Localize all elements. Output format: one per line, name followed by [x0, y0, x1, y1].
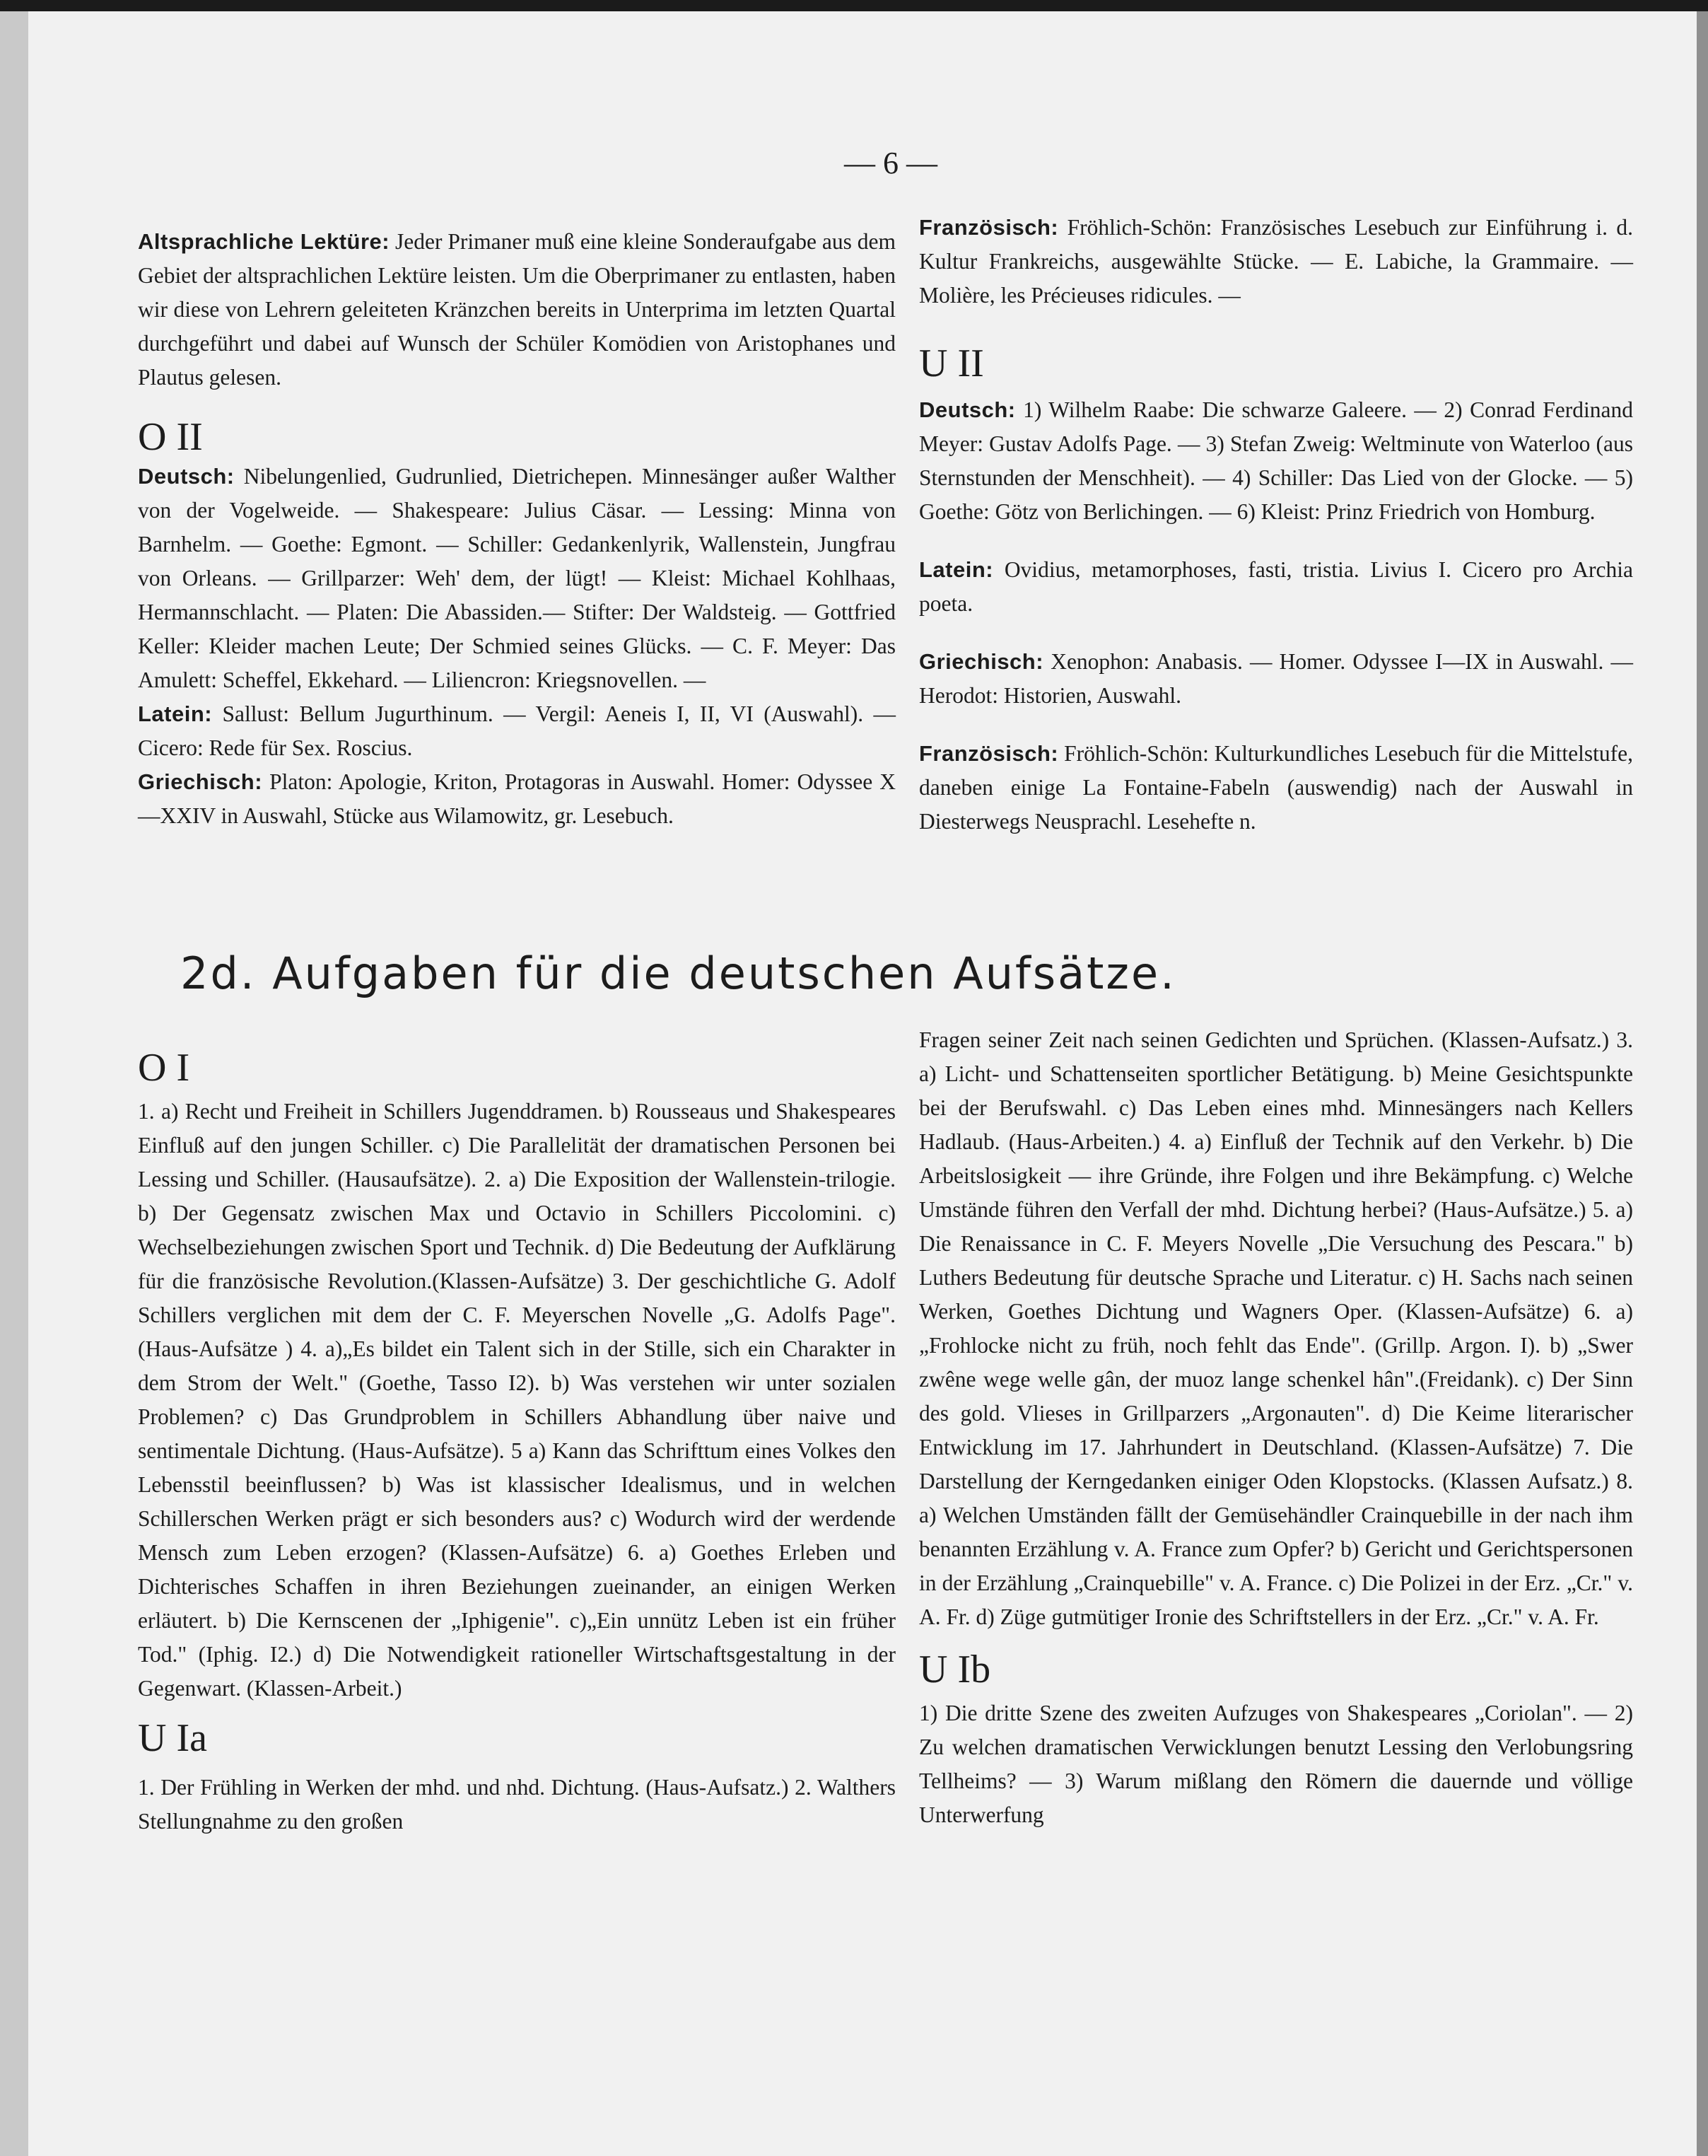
oi-text: 1. a) Recht und Freiheit in Schillers Jugenddramen. b) Rousseaus und Shakespeares Einfluß auf den jungen Schiller. c) Die Parallelität der dramatischen Personen bei Lessing und Schiller. (Hausaufsätze). 2. a) Die Exposition der Wallenstein-trilogie. b) Der Gegensatz zwischen Max und Octavio in Schillers Piccolomini. c) Wechselbeziehungen zwischen Sport und Technik. d) Die Bedeutung der Aufklärung für die französische Revolution.(Klassen-Aufsätze) 3. Der geschichtliche G. Adolf Schillers verglichen mit dem der C. F. Meyerschen Novelle „G. Adolfs Page". (Haus-Aufsätze ) 4. a)„Es bildet ein Talent sich in der Stille, sich ein Charakter in dem Strom der Welt." (Goethe, Tasso I2). b) Was verstehen wir unter sozialen Problemen? c) Das Grundproblem in Schillers Abhandlung über naive und sentimentale Dichtung. (Haus-Aufsätze). 5 a) Kann das Schrifttum eines Volkes den Lebensstil beeinflussen? b) Was ist klassischer Idealismus, und in welchen Schillerschen Werken prägt er sich besonders aus? c) Wodurch wird der werdende Mensch zum Leben erzogen? (Klassen-Aufsätze) 6. a) Goethes Erleben und Dichterisches Schaffen in ihren Beziehungen zueinander, an einigen Werken erläutert. b) Die Kernscenen der „Iphigenie". c)„Ein unnütz Leben ist ein früher Tod." (Iphig. I2.) d) Die Notwendigkeit rationeller Wirtschaftsgestaltung in der Gegenwart. (Klassen-Arbeit.) — [138, 1099, 896, 1701]
uii-franz-label: Französisch: — [919, 741, 1059, 766]
uia-continued-text: Fragen seiner Zeit nach seinen Gedichten und Sprüchen. (Klassen-Aufsatz.) 3. a) Licht- und Schattenseiten sportlicher Betätigung. b) Meine Gesichtspunkte bei der Berufswahl. c) Das Leben eines mhd. Minnesängers nach Kellers Hadlaub. (Haus-Arbeiten.) 4. a) Einfluß der Technik auf den Verkehr. b) Die Arbeitslosigkeit — ihre Gründe, ihre Folgen und ihre Bekämpfung. c) Welche Umstände führen den Verfall der mhd. Dichtung herbei? (Haus-Aufsätze.) 5. a) Die Renaissance in C. F. Meyers Novelle „Die Versuchung des Pescara." b) Luthers Bedeutung für deutsche Sprache und Literatur. c) H. Sachs nach seinen Werken, Goethes Dichtung und Wagners Oper. (Klassen-Aufsätze) 6. a) „Frohlocke nicht zu früh, noch fehlt das Ende". (Grillp. Argon. I). b) „Swer zwêne wege welle gân, der muoz lange schenkel hân".(Freidank). c) Der Sinn des gold. Vlieses in Grillparzers „Argonauten". d) Die Keime literarischer Entwicklung im 17. Jahrhundert in Deutschland. (Klassen-Aufsätze) 7. Die Darstellung der Kerngedanken einiger Oden Klopstocks. (Klassen Aufsatz.) 8. a) Welchen Umständen fällt der Gemüsehändler Crainquebille in der nach ihm benannten Erzählung v. A. France zum Opfer? b) Gericht und Gerichtspersonen in der Erzählung „Crainquebille" v. A. France. c) Die Polizei in der Erz. „Cr." v. A. Fr. d) Züge gutmütiger Ironie des Schriftstellers in der Erz. „Cr." v. A. Fr. — [919, 1027, 1633, 1629]
uii-griechisch-label: Griechisch: — [919, 649, 1044, 674]
oii-griechisch-paragraph — [138, 765, 896, 833]
upper-right-column — [919, 211, 1633, 839]
section-title: 2d. Aufgaben für die deutschen Aufsätze. — [180, 948, 1176, 999]
uii-deutsch-text: 1) Wilhelm Raabe: Die schwarze Galeere. — 2) Conrad Ferdinand Meyer: Gustav Adolfs Page. — 3) Stefan Zweig: Weltminute von Waterloo (aus Sternstunden der Menschheit). — 4) Schiller: Das Lied von der Glocke. — 5) Goethe: Götz von Berlichingen. — 6) Kleist: Prinz Friedrich von Homburg. — [919, 397, 1633, 524]
upper-left-column — [138, 225, 896, 833]
oi-heading: O I — [138, 1046, 190, 1090]
altsprachliche-lektuere-text: Jeder Primaner muß eine kleine Sonderaufgabe aus dem Gebiet der altsprachlichen Lektüre leisten. Um die Oberprimaner zu entlasten, haben wir diese von Lehrern geleiteten Kränzchen bereits in Unterprima im letzten Quartal durchgeführt und dabei auf Wunsch der Schüler Komödien von Aristophanes und Plautus gelesen. — [138, 229, 896, 390]
oii-griechisch-label: Griechisch: — [138, 769, 263, 794]
lower-left-column — [138, 1045, 896, 1839]
uii-latein-text: Ovidius, metamorphoses, fasti, tristia. Livius I. Cicero pro Archia poeta. — [919, 557, 1633, 616]
oii-deutsch-text: Nibelungenlied, Gudrunlied, Dietrichepen. Minnesänger außer Walther von der Vogelweide. — Shakespeare: Julius Cäsar. — Lessing: Minna von Barnhelm. — Goethe: Egmont. — Schiller: Gedankenlyrik, Wallenstein, Jungfrau von Orleans. — Grillparzer: Weh' dem, der lügt! — Kleist: Michael Kohlhaas, Hermannschlacht. — Platen: Die Abassiden.— Stifter: Der Waldsteig. — Gottfried Keller: Kleider machen Leute; Der Schmied seines Glücks. — C. F. Meyer: Das Amulett: Scheffel, Ekkehard. — Liliencron: Kriegsnovellen. — — [138, 464, 896, 692]
uii-latein-label: Latein: — [919, 557, 994, 582]
franz-lektuere-text: Fröhlich-Schön: Französisches Lesebuch zur Einführung i. d. Kultur Frankreichs, ausgewählte Stücke. — E. Labiche, la Grammaire. — Molière, les Précieuses ridicules. — — [919, 215, 1633, 308]
uib-heading: U Ib — [919, 1648, 991, 1691]
uii-griechisch-paragraph — [919, 645, 1633, 713]
uii-heading: U II — [919, 342, 984, 385]
page-number: — 6 — — [844, 146, 937, 180]
lower-right-column — [919, 1023, 1633, 1832]
franz-lektuere-label: Französisch: — [919, 215, 1059, 240]
uib-text: 1) Die dritte Szene des zweiten Aufzuges von Shakespeares „Coriolan". — 2) Zu welchen dramatischen Verwicklungen benutzt Lessing den Verlobungsring Tellheims? — 3) Warum mißlang den Römern die dauernde und völlige Unterwerfung — [919, 1701, 1633, 1827]
oii-griechisch-text: Platon: Apologie, Kriton, Protagoras in Auswahl. Homer: Odyssee X—XXIV in Auswahl, Stücke aus Wilamowitz, gr. Lesebuch. — [138, 769, 896, 828]
uii-griechisch-text: Xenophon: Anabasis. — Homer. Odyssee I—IX in Auswahl. — Herodot: Historien, Auswahl. — [919, 649, 1634, 708]
oii-deutsch-paragraph — [138, 460, 896, 697]
uii-deutsch-label: Deutsch: — [919, 397, 1016, 422]
oii-deutsch-label: Deutsch: — [138, 464, 235, 489]
uii-latein-paragraph — [919, 553, 1633, 621]
scan-right-border — [1697, 11, 1708, 2156]
uii-deutsch-paragraph — [919, 393, 1633, 529]
franz-lektuere-paragraph — [919, 211, 1633, 313]
oii-heading: O II — [138, 415, 203, 459]
oii-latein-text: Sallust: Bellum Jugurthinum. — Vergil: Aeneis I, II, VI (Auswahl). — Cicero: Rede für Sex. Roscius. — [138, 701, 896, 760]
oii-latein-label: Latein: — [138, 701, 213, 726]
scan-top-border — [0, 0, 1708, 11]
uia-text: 1. Der Frühling in Werken der mhd. und nhd. Dichtung. (Haus-Aufsatz.) 2. Walthers Stellungnahme zu den großen — [138, 1775, 896, 1834]
altsprachliche-lektuere-label: Altsprachliche Lektüre: — [138, 229, 390, 254]
uia-heading: U Ia — [138, 1716, 207, 1760]
uii-franz-paragraph — [919, 737, 1633, 839]
uii-franz-text: Fröhlich-Schön: Kulturkundliches Lesebuch für die Mittelstufe, daneben einige La Fontaine-Fabeln (auswendig) nach der Auswahl in Diesterwegs Neusprachl. Lesehefte n. — [919, 741, 1633, 834]
oii-latein-paragraph — [138, 697, 896, 765]
altsprachliche-lektuere-paragraph — [138, 225, 896, 395]
